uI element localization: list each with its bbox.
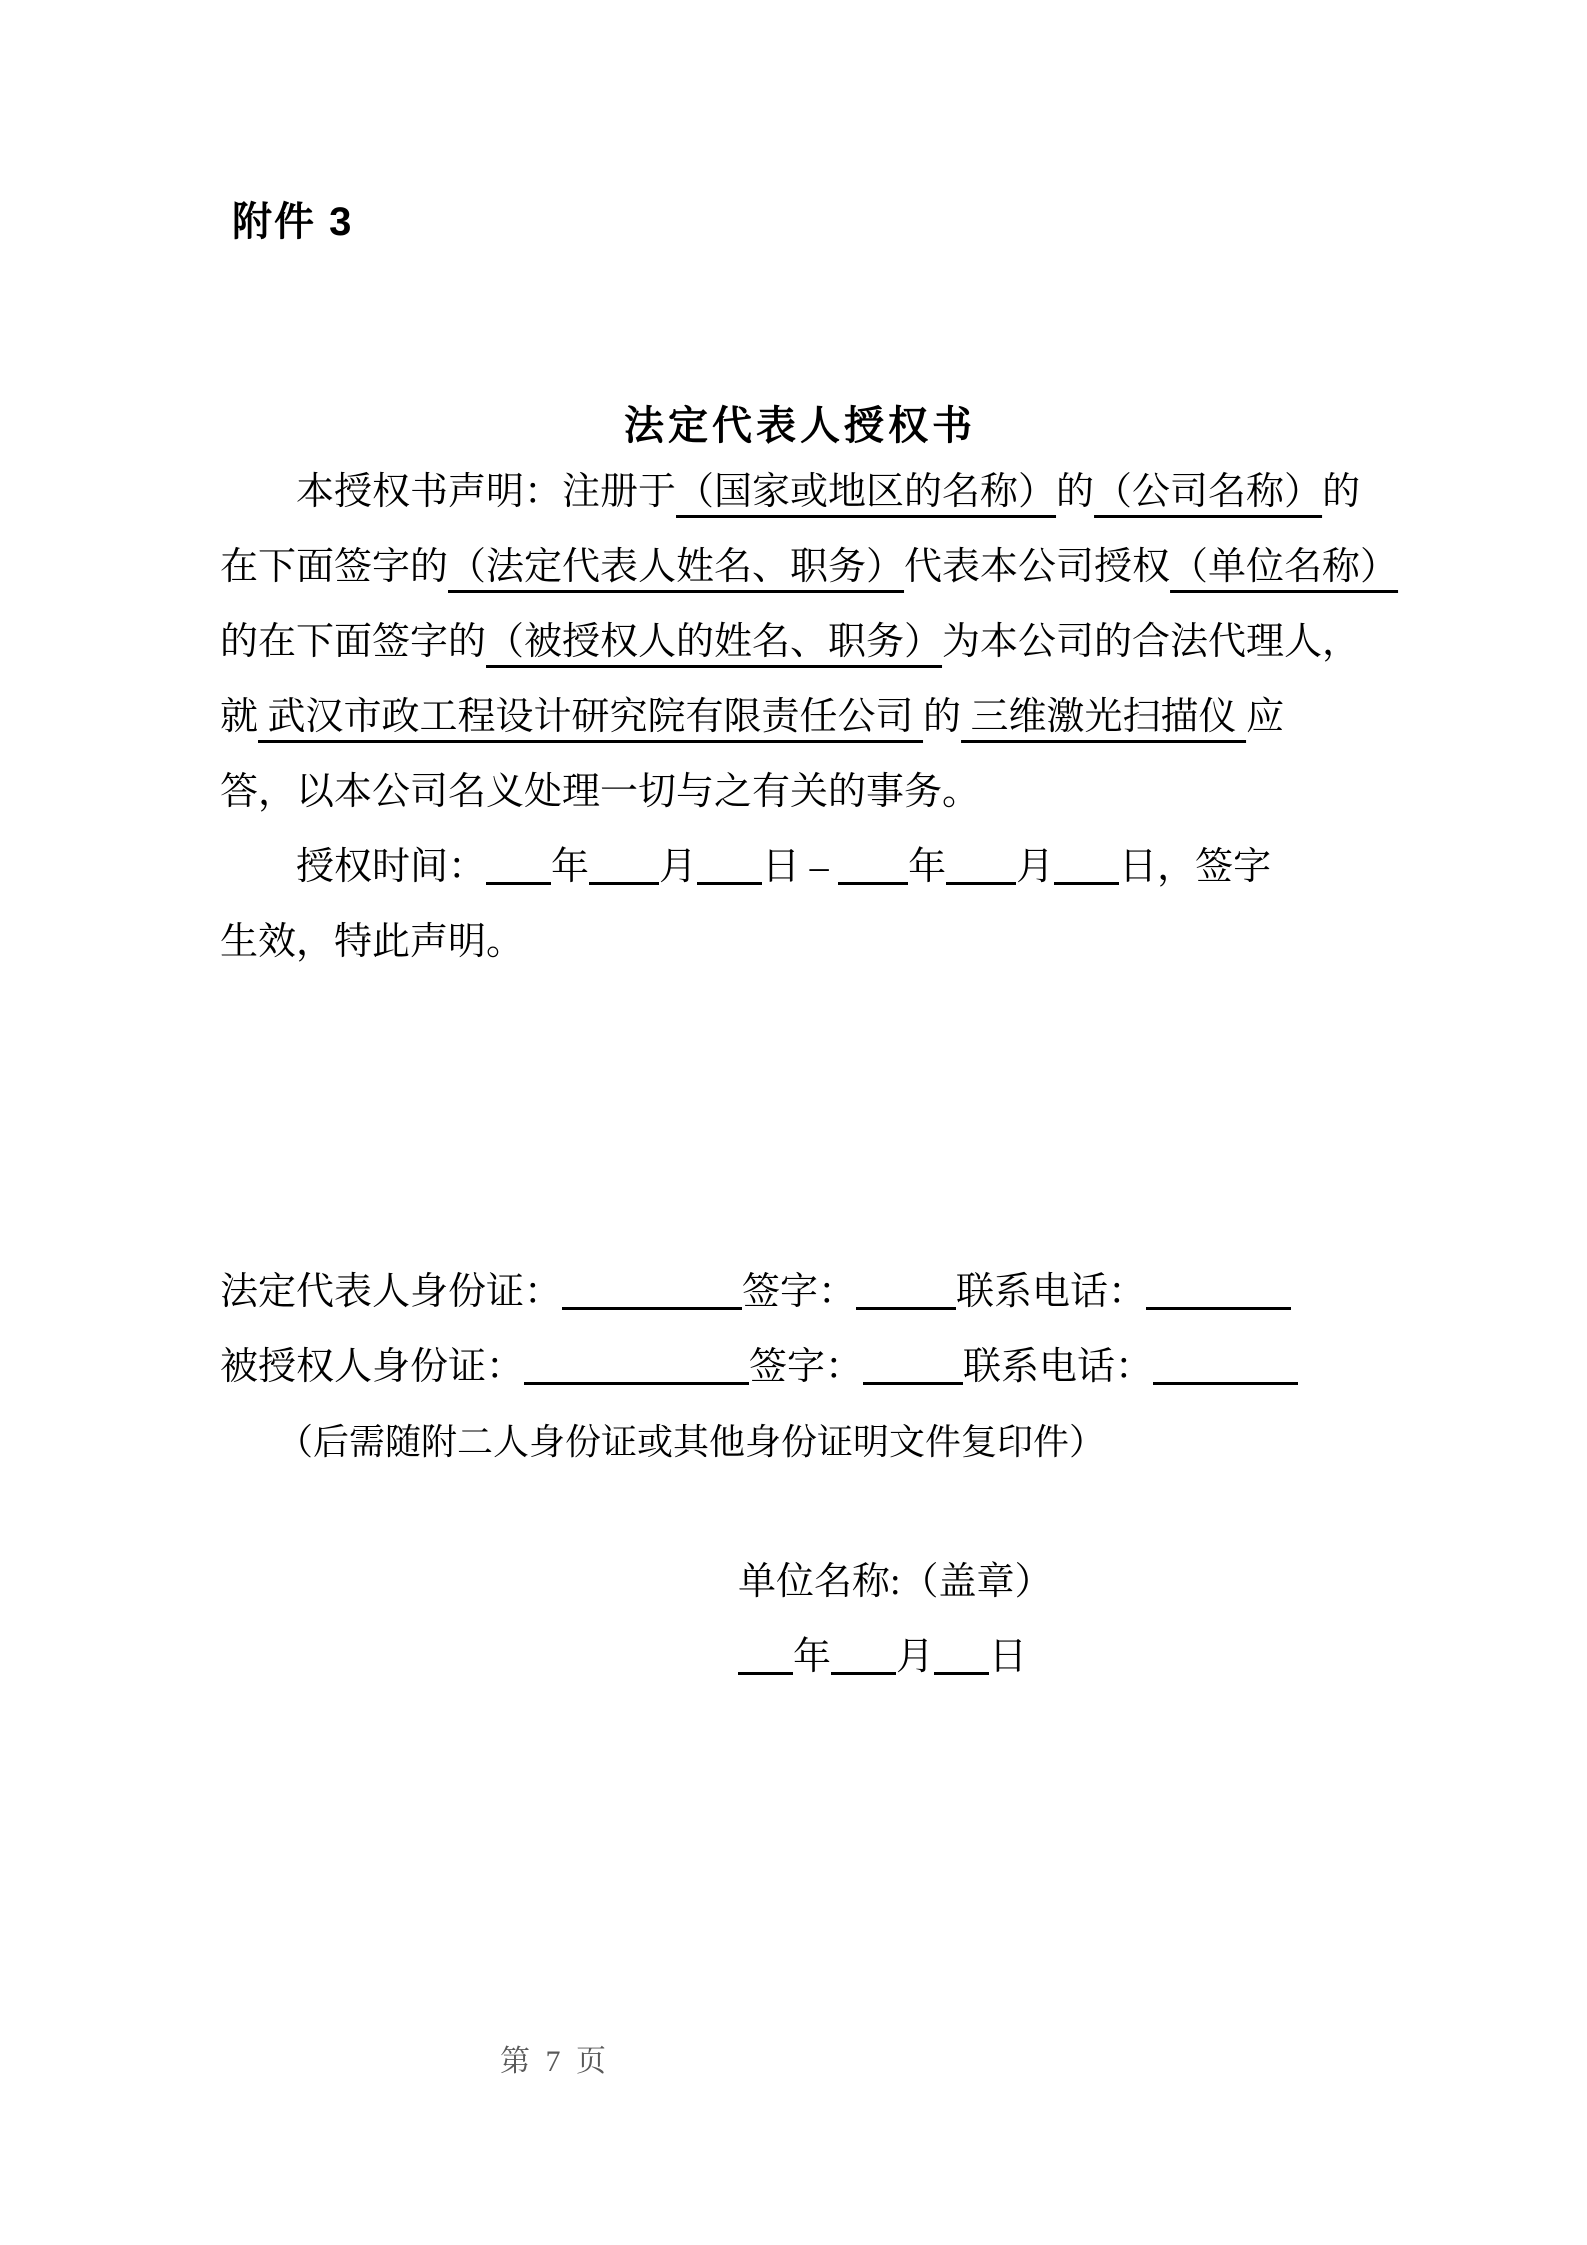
line-tail: 日，签字	[1119, 846, 1272, 888]
blank-field-year	[738, 1642, 793, 1675]
underlined-field-purchaser: 武汉市政工程设计研究院有限责任公司	[258, 696, 924, 738]
blank-field-year	[838, 852, 908, 885]
text-segment: 为本公司的合法代理人，	[942, 621, 1361, 663]
year-unit: 年	[793, 1636, 832, 1678]
stamp-section	[738, 1545, 1358, 1695]
authorization-time-label: 授权时间：	[296, 846, 487, 888]
attachment-label: 附件 3	[232, 200, 354, 244]
day-unit: 日	[989, 1636, 1028, 1678]
document-title: 法定代表人授权书	[624, 403, 976, 448]
text-segment: 的	[1056, 471, 1095, 513]
para1-line5	[220, 755, 1400, 830]
underlined-field-unit-name: （单位名称）	[1170, 546, 1399, 588]
blank-field-signature	[863, 1352, 963, 1385]
day-unit: 日	[762, 846, 801, 888]
body-paragraphs	[220, 455, 1400, 980]
para2-line2	[220, 905, 1400, 980]
unit-seal-label: 单位名称:（盖章）	[738, 1561, 1053, 1603]
blank-field-day	[1054, 852, 1119, 885]
blank-field-phone	[1146, 1277, 1291, 1310]
underlined-field-country: （国家或地区的名称）	[676, 471, 1057, 513]
para1-line1	[220, 455, 1400, 530]
underlined-field-company: （公司名称）	[1094, 471, 1323, 513]
unit-name-line	[738, 1545, 1358, 1620]
underlined-field-authorized-person: （被授权人的姓名、职务）	[486, 621, 943, 663]
text-segment: 代表本公司授权	[904, 546, 1171, 588]
blank-field-phone	[1153, 1352, 1298, 1385]
blank-field-signature	[856, 1277, 956, 1310]
para2-line1	[220, 830, 1400, 905]
attachment-note	[220, 1405, 1400, 1480]
year-unit: 年	[908, 846, 947, 888]
text-segment: 的	[923, 696, 962, 738]
note-text: （后需随附二人身份证或其他身份证明文件复印件）	[277, 1422, 1106, 1462]
stamp-date-line	[738, 1620, 1358, 1695]
para1-line2	[220, 530, 1400, 605]
phone-label: 联系电话：	[956, 1271, 1147, 1313]
blank-field-month	[589, 852, 659, 885]
id-row-legal-rep	[220, 1255, 1400, 1330]
authorized-id-label: 被授权人身份证：	[220, 1346, 525, 1388]
year-unit: 年	[551, 846, 590, 888]
para1-line4	[220, 680, 1400, 755]
text-segment: 在下面签字的	[220, 546, 449, 588]
sign-label: 签字：	[749, 1346, 864, 1388]
text-segment: 应	[1246, 696, 1285, 738]
underlined-field-legal-rep: （法定代表人姓名、职务）	[448, 546, 905, 588]
month-unit: 月	[896, 1636, 935, 1678]
legal-rep-id-label: 法定代表人身份证：	[220, 1271, 563, 1313]
blank-field-month	[946, 852, 1016, 885]
blank-field-day	[934, 1642, 989, 1675]
text-segment: 的在下面签字的	[220, 621, 487, 663]
footer-page-number: 第 7 页	[500, 2045, 610, 2078]
month-unit: 月	[1016, 846, 1055, 888]
phone-label: 联系电话：	[963, 1346, 1154, 1388]
text-segment: 答，以本公司名义处理一切与之有关的事务。	[220, 771, 981, 813]
text-segment: 的	[1322, 471, 1361, 513]
underlined-field-project: 三维激光扫描仪	[961, 696, 1247, 738]
text-segment: 本授权书声明：注册于	[296, 471, 677, 513]
blank-field-id-number	[524, 1352, 749, 1385]
blank-field-id-number	[562, 1277, 742, 1310]
id-section	[220, 1255, 1400, 1480]
id-row-authorized-person	[220, 1330, 1400, 1405]
dash: –	[800, 846, 839, 888]
text-segment: 就	[220, 696, 259, 738]
month-unit: 月	[659, 846, 698, 888]
sign-label: 签字：	[742, 1271, 857, 1313]
text-segment: 生效，特此声明。	[220, 921, 525, 963]
blank-field-month	[831, 1642, 896, 1675]
para1-line3	[220, 605, 1400, 680]
blank-field-year	[486, 852, 551, 885]
blank-field-day	[697, 852, 762, 885]
